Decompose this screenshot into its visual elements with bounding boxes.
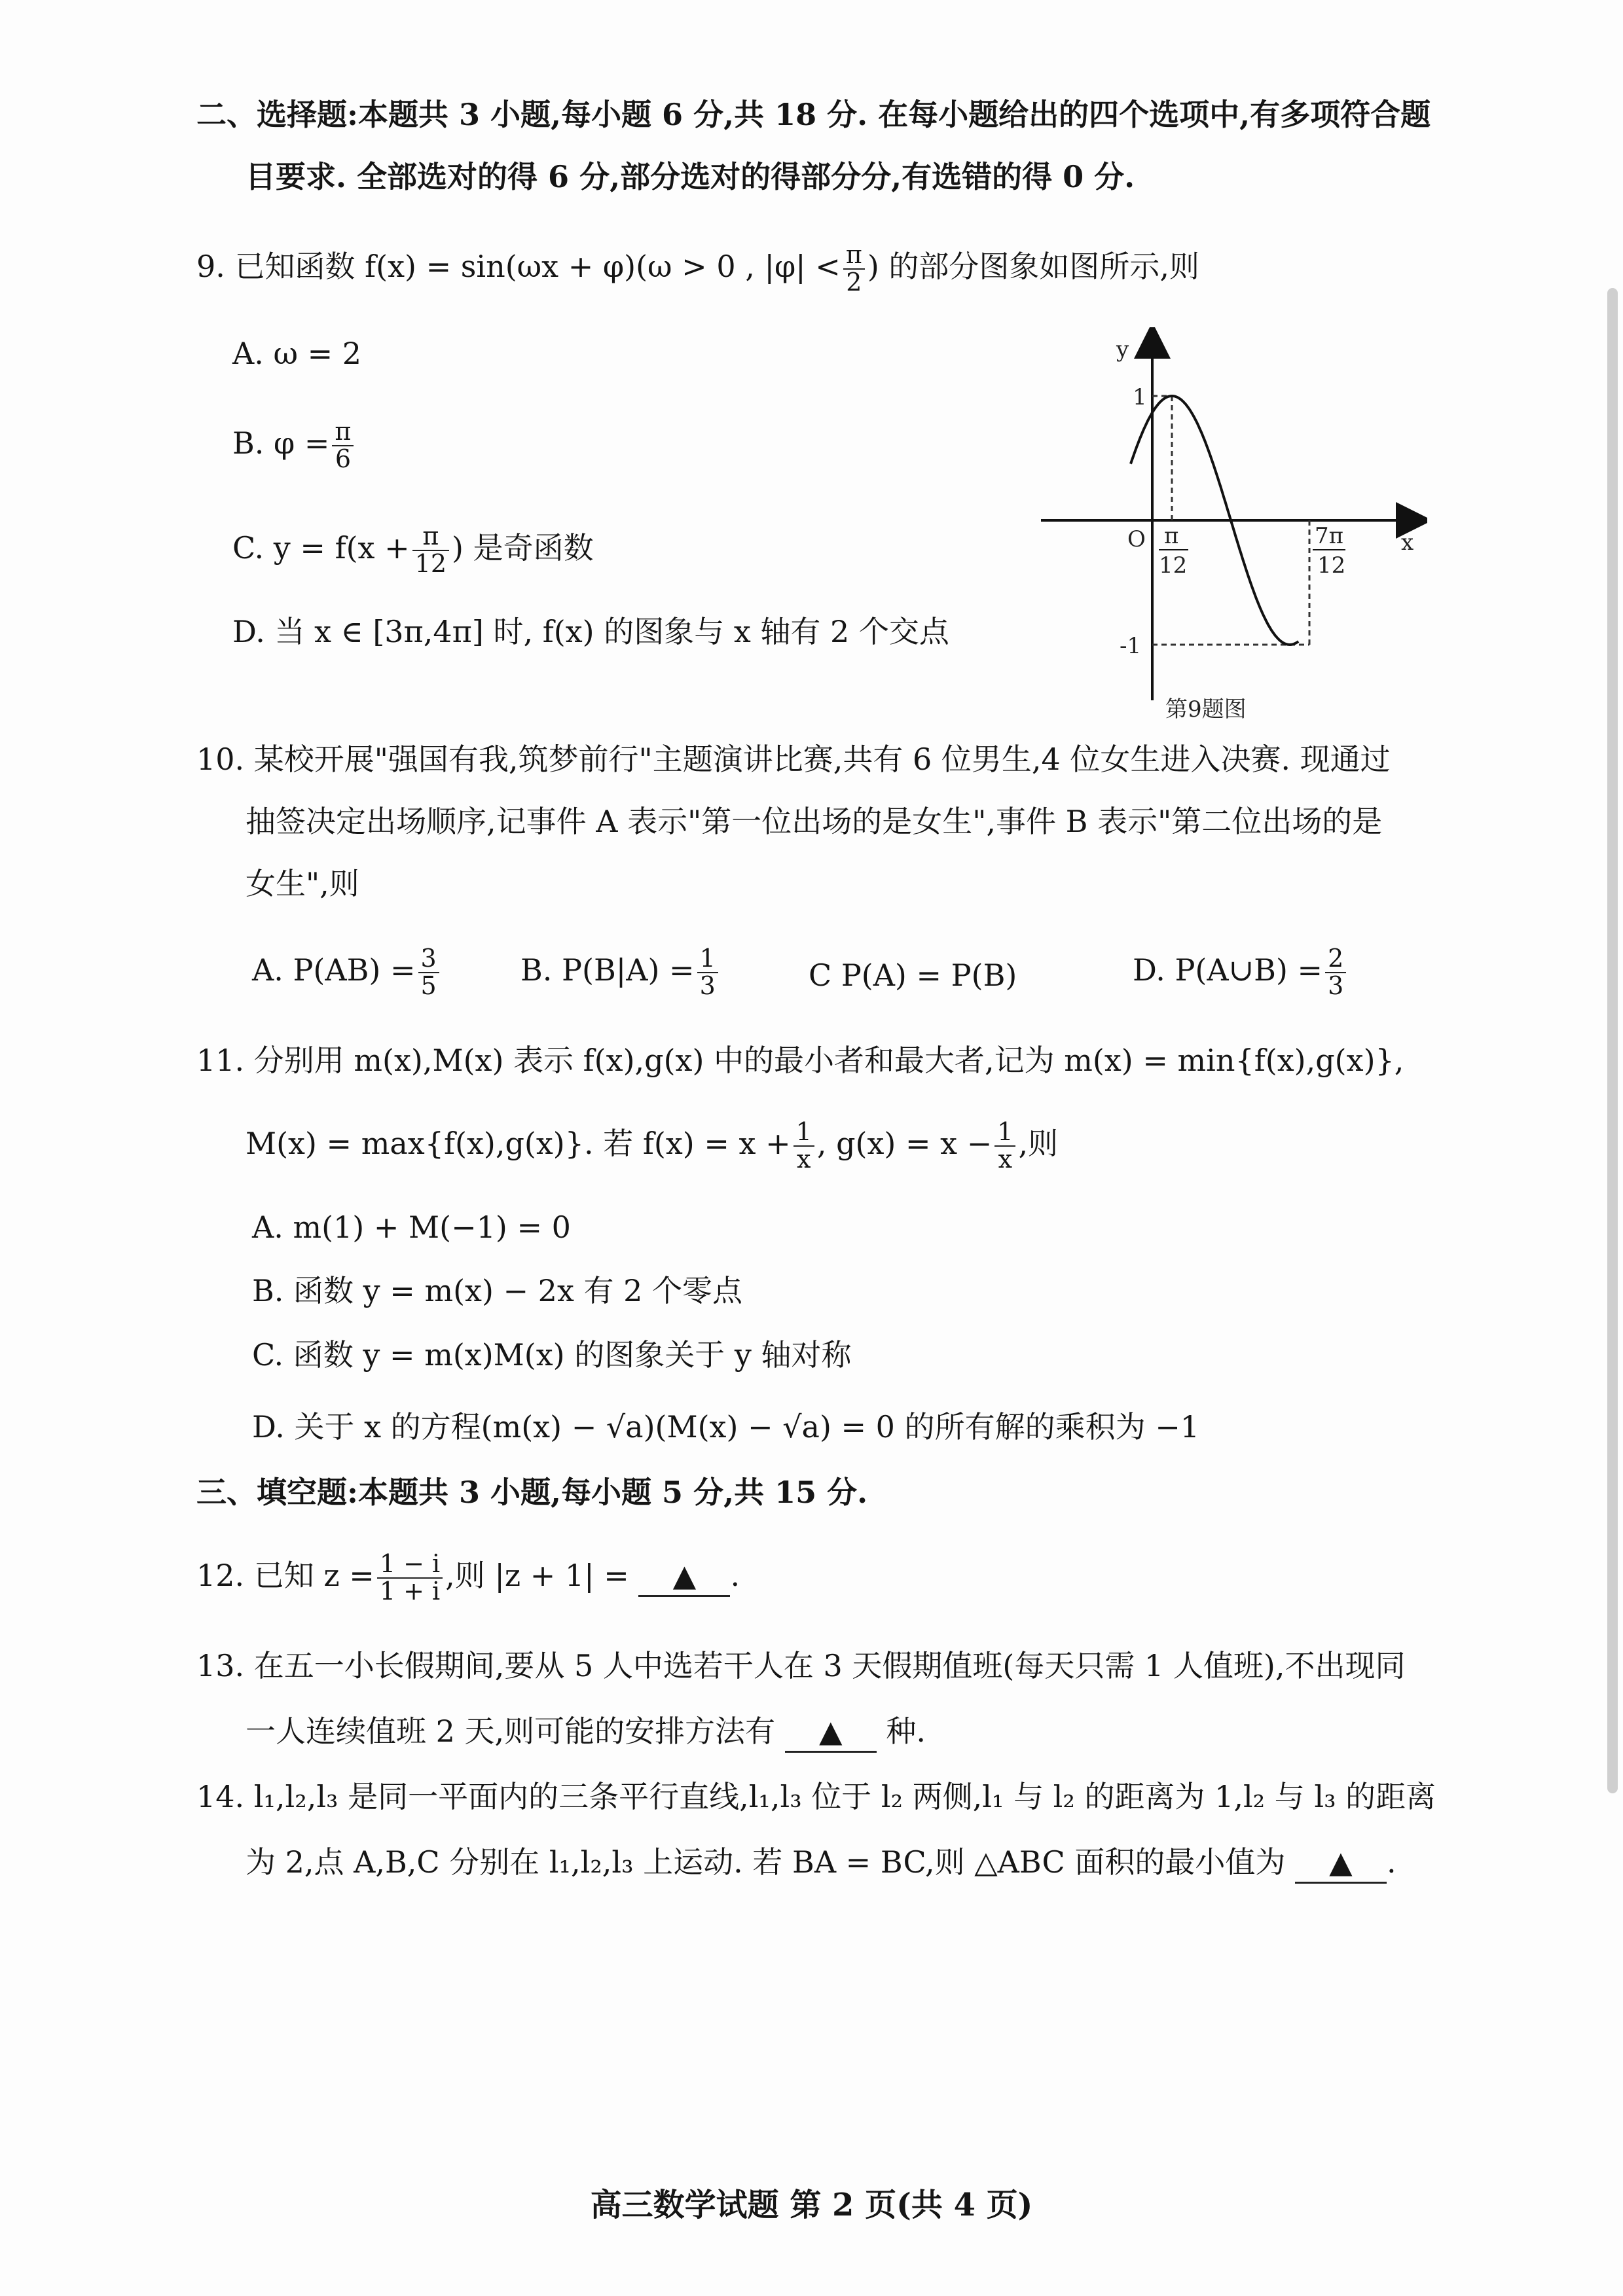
q9-graph [1034,327,1427,733]
q9-option-c-frac [412,524,449,577]
q10-option-d-num: 2 [1325,946,1346,973]
q9-stem-frac-num: π [843,242,865,270]
graph-tick2-den: 12 [1317,552,1346,579]
graph-caption: 第9题图 [1165,696,1247,723]
section3-title: 三、填空题:本题共 3 小题,每小题 5 分,共 15 分. [196,1475,868,1510]
q10-option-b-den: 3 [699,971,716,1000]
q10-option-d-den: 3 [1328,971,1344,1000]
section2-title-line2: 目要求. 全部选对的得 6 分,部分选对的得部分分,有选错的得 0 分. [246,159,1135,194]
q12-post: ,则 |z + 1| = [445,1557,629,1593]
q9-stem-cond-pre: (ω > 0 , |φ| < [636,248,841,284]
q13-answer-blank[interactable]: ▲ [785,1712,877,1753]
q12-line [196,1551,740,1605]
q9-stem-frac [843,242,865,296]
graph-tick2-num: 7π [1315,523,1343,549]
q11-frac2 [994,1119,1015,1173]
graph-tick1-num: π [1164,523,1179,549]
graph-origin: O [1127,526,1146,552]
q11-frac1-num: 1 [793,1119,814,1147]
q11-frac2-num: 1 [994,1119,1015,1147]
q9-stem-post: ) 的部分图象如图所示,则 [867,248,1200,284]
section2-title-line1: 二、选择题:本题共 3 小题,每小题 6 分,共 18 分. 在每小题给出的四个选项中,有多项符合题 [196,97,1431,132]
q9-option-a: A. ω = 2 [232,336,362,371]
q9-option-c-num: π [412,524,449,551]
q10-option-d [1133,946,1349,999]
q9-option-b-pre: B. φ = [232,425,330,461]
q10-line3: 女生",则 [246,866,359,901]
q11-frac1 [793,1119,814,1173]
q13-line2 [246,1712,926,1753]
graph-y-top: 1 [1133,384,1147,410]
q14-answer-blank[interactable]: ▲ [1295,1842,1387,1884]
q11-line2 [246,1119,1058,1173]
q9-stem [196,242,1199,296]
q9-stem-frac-den: 2 [846,267,862,296]
q14-line2-post: . [1387,1844,1396,1880]
q9-stem-pre: 9. 已知函数 f(x) = sin(ωx + φ) [196,248,636,284]
q10-option-b-frac [697,946,718,999]
q10-option-c: C P(A) = P(B) [809,958,1017,993]
graph-y-bottom: -1 [1120,633,1142,659]
q13-line2-pre: 一人连续值班 2 天,则可能的安排方法有 [246,1713,776,1749]
q9-option-b-frac [332,419,354,473]
page-footer: 高三数学试题 第 2 页(共 4 页) [590,2187,1033,2223]
q14-line2 [246,1842,1396,1884]
q12-pre: 12. 已知 z = [196,1557,374,1593]
q10-option-b-pre: B. P(B|A) = [520,952,695,988]
q10-option-a-pre: A. P(AB) = [252,952,416,988]
q10-option-a [252,946,442,999]
q11-option-d: D. 关于 x 的方程(m(x) − √a)(M(x) − √a) = 0 的所有解的乘积为 −1 [252,1409,1200,1444]
q9-option-d: D. 当 x ∈ [3π,4π] 时, f(x) 的图象与 x 轴有 2 个交点 [232,614,949,649]
q12-frac [377,1551,443,1605]
q9-option-b [232,419,356,473]
q11-line1: 11. 分别用 m(x),M(x) 表示 f(x),g(x) 中的最小者和最大者,记为 m(x) = min{f(x),g(x)}, [196,1043,1404,1078]
q10-option-a-den: 5 [420,971,437,1000]
q10-option-a-frac [418,946,439,999]
q11-line2-post: ,则 [1018,1125,1059,1161]
q9-option-c-post: ) 是奇函数 [452,529,594,565]
q10-option-d-pre: D. P(A∪B) = [1133,952,1323,988]
q12-frac-den: 1 + i [379,1576,441,1605]
q12-end: . [730,1557,740,1593]
q9-option-c [232,524,594,577]
q11-frac1-den: x [797,1144,811,1174]
q13-line2-post: 种. [886,1713,926,1749]
scrollbar[interactable] [1607,288,1618,1793]
q10-line1: 10. 某校开展"强国有我,筑梦前行"主题演讲比赛,共有 6 位男生,4 位女生进入决赛. 现通过 [196,742,1391,777]
q11-line2-pre: M(x) = max{f(x),g(x)}. 若 f(x) = x + [246,1125,791,1161]
graph-x-label: x [1401,529,1414,556]
q11-option-a: A. m(1) + M(−1) = 0 [252,1210,571,1245]
q10-option-b-num: 1 [697,946,718,973]
q10-line2: 抽签决定出场顺序,记事件 A 表示"第一位出场的是女生",事件 B 表示"第二位出场的是 [246,804,1383,839]
q11-option-c: C. 函数 y = m(x)M(x) 的图象关于 y 轴对称 [252,1337,852,1372]
q10-option-d-frac [1325,946,1346,999]
q14-line1: 14. l₁,l₂,l₃ 是同一平面内的三条平行直线,l₁,l₃ 位于 l₂ 两侧,l₁ 与 l₂ 的距离为 1,l₂ 与 l₃ 的距离 [196,1779,1436,1814]
q10-option-b [520,946,721,999]
graph-tick1-den: 12 [1159,552,1188,579]
q11-frac2-den: x [998,1144,1013,1174]
q9-option-c-pre: C. y = f(x + [232,529,410,565]
q12-answer-blank[interactable]: ▲ [638,1556,730,1597]
q9-option-b-num: π [332,419,354,446]
q9-option-b-den: 6 [335,444,351,473]
q14-line2-pre: 为 2,点 A,B,C 分别在 l₁,l₂,l₃ 上运动. 若 BA = BC,则 △ABC 面积的最小值为 [246,1844,1286,1880]
q13-line1: 13. 在五一小长假期间,要从 5 人中选若干人在 3 天假期值班(每天只需 1 人值班),不出现同 [196,1648,1406,1683]
q10-option-a-num: 3 [418,946,439,973]
graph-y-label: y [1116,336,1129,363]
q11-option-b: B. 函数 y = m(x) − 2x 有 2 个零点 [252,1273,743,1308]
q12-frac-num: 1 − i [377,1551,443,1579]
q11-line2-mid: , g(x) = x − [816,1125,993,1161]
q9-option-c-den: 12 [414,548,447,578]
